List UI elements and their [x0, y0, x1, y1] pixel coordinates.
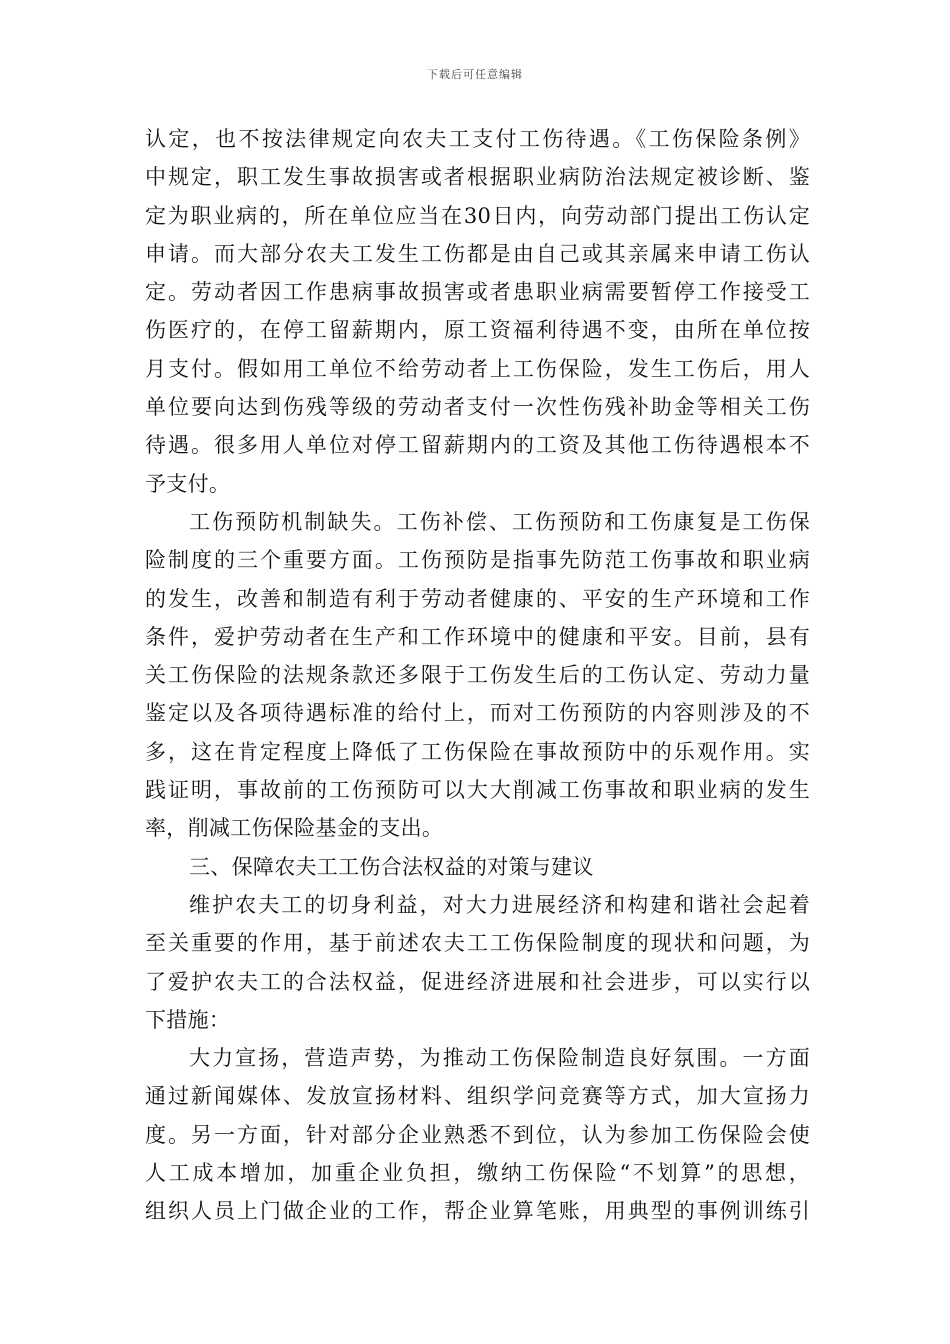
- text-line: 险制度的三个重要方面。工伤预防是指事先防范工伤事故和职业病: [145, 548, 810, 573]
- text-line: 大力宣扬，营造声势，为推动工伤保险制造良好氛围。一方面: [189, 1046, 810, 1071]
- text-line: 条件，爱护劳动者在生产和工作环境中的健康和平安。目前，县有: [145, 624, 810, 649]
- text-line: 单位要向达到伤残等级的劳动者支付一次性伤残补助金等相关工伤: [145, 395, 810, 420]
- text-line: 率，削减工伤保险基金的支出。: [145, 816, 444, 841]
- text-line: 认定，也不按法律规定向农夫工支付工伤待遇。《工伤保险条例》: [145, 127, 810, 151]
- text-line: 践证明，事故前的工伤预防可以大大削减工伤事故和职业病的发生: [145, 778, 810, 803]
- text-line: 下措施：: [145, 1007, 231, 1032]
- page-header-note: 下载后可任意编辑: [427, 68, 523, 81]
- text-line: 申请。而大部分农夫工发生工伤都是由自己或其亲属来申请工伤认: [145, 241, 810, 266]
- text-line: 关工伤保险的法规条款还多限于工伤发生后的工伤认定、劳动力量: [145, 663, 810, 688]
- text-line: 三、保障农夫工工伤合法权益的对策与建议: [189, 854, 594, 879]
- text-line: 通过新闻媒体、发放宣扬材料、组织学问竞赛等方式，加大宣扬力: [145, 1084, 810, 1109]
- text-line: 工伤预防机制缺失。工伤补偿、工伤预防和工伤康复是工伤保: [189, 509, 810, 534]
- document-body: [145, 120, 810, 1231]
- text-line: 伤医疗的，在停工留薪期内，原工资福利待遇不变，由所在单位按: [145, 318, 810, 343]
- text-line: 鉴定以及各项待遇标准的给付上，而对工伤预防的内容则涉及的不: [145, 701, 810, 726]
- text-line: 待遇。很多用人单位对停工留薪期内的工资及其他工伤待遇根本不: [145, 433, 810, 458]
- text-line: 组织人员上门做企业的工作，帮企业算笔账，用典型的事例训练引: [145, 1199, 810, 1224]
- text-line: 度。另一方面，针对部分企业熟悉不到位，认为参加工伤保险会使: [145, 1122, 810, 1147]
- text-line: 月支付。假如用工单位不给劳动者上工伤保险，发生工伤后，用人: [145, 356, 810, 381]
- text-line: 定。劳动者因工作患病事故损害或者患职业病需要暂停工作接受工: [145, 280, 810, 305]
- text-line: 维护农夫工的切身利益，对大力进展经济和构建和谐社会起着: [189, 892, 810, 917]
- text-line: 予支付。: [145, 471, 231, 496]
- text-line: 的发生，改善和制造有利于劳动者健康的、平安的生产环境和工作: [145, 586, 810, 611]
- text-line: 了爱护农夫工的合法权益，促进经济进展和社会进步，可以实行以: [145, 969, 810, 994]
- text-line: 人工成本增加，加重企业负担，缴纳工伤保险“不划算”的思想，: [145, 1161, 810, 1186]
- text-line: 多，这在肯定程度上降低了工伤保险在事故预防中的乐观作用。实: [145, 739, 810, 764]
- text-line: 至关重要的作用，基于前述农夫工工伤保险制度的现状和问题，为: [145, 931, 810, 956]
- text-line: 中规定，职工发生事故损害或者根据职业病防治法规定被诊断、鉴: [145, 165, 810, 190]
- text-line: 定为职业病的，所在单位应当在30日内，向劳动部门提出工伤认定: [145, 203, 810, 228]
